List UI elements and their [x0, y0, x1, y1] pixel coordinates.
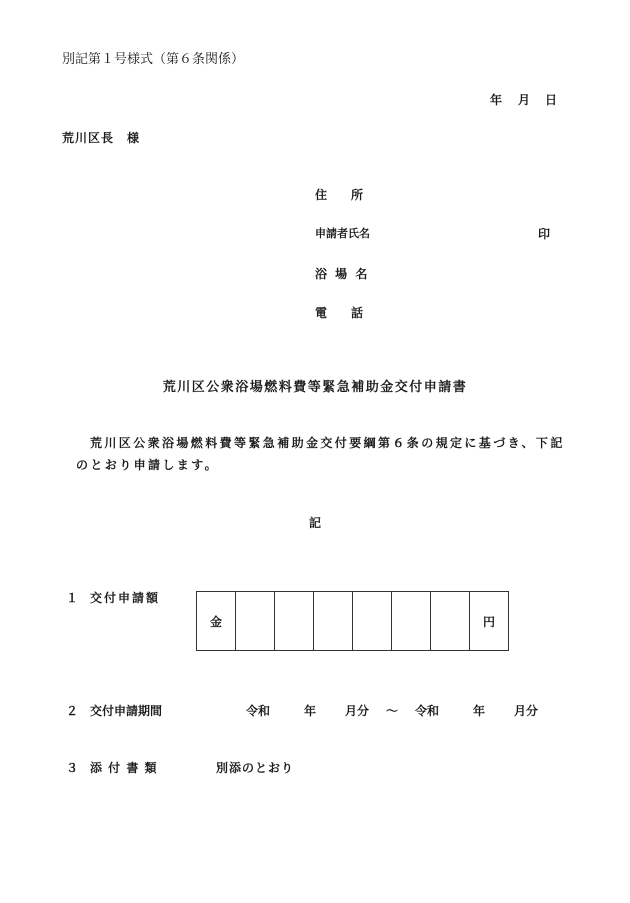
period-start-era: 令和: [246, 704, 271, 718]
amount-suffix-cell: 円: [470, 592, 509, 651]
item2-label: 交付申請期間: [90, 704, 163, 718]
period-start-month: 月分: [345, 704, 370, 718]
amount-prefix-cell: 金: [197, 592, 236, 651]
document-title: 荒川区公衆浴場燃料費等緊急補助金交付申請書: [162, 380, 468, 395]
bathhouse-name-label: 浴 場 名: [315, 267, 370, 281]
body-text-line2: のとおり申請します。: [76, 458, 220, 472]
amount-digit-cell[interactable]: [275, 592, 314, 651]
period-end-month: 月分: [514, 704, 539, 718]
item3-label: 添 付 書 類: [90, 761, 158, 775]
addressee: 荒川区長 様: [62, 131, 141, 145]
item3-number: ３: [66, 761, 79, 775]
date-year-label: 年: [490, 93, 503, 107]
period-tilde: ～: [386, 704, 399, 718]
item1-number: １: [66, 591, 79, 605]
form-number: 別記第１号様式（第６条関係）: [62, 52, 245, 67]
period-start-year: 年: [304, 704, 317, 718]
amount-digit-cell[interactable]: [353, 592, 392, 651]
period-end-year: 年: [473, 704, 486, 718]
date-day-label: 日: [545, 93, 558, 107]
item2-number: ２: [66, 704, 79, 718]
date-month-label: 月: [518, 93, 531, 107]
amount-digit-cell[interactable]: [314, 592, 353, 651]
applicant-name-label: 申請者氏名: [315, 227, 370, 240]
attachments-value: 別添のとおり: [216, 761, 295, 775]
phone-label: 電 話: [315, 306, 364, 320]
period-end-era: 令和: [415, 704, 440, 718]
amount-grid: [196, 591, 509, 651]
seal-mark: 印: [538, 227, 551, 241]
amount-digit-cell[interactable]: [392, 592, 431, 651]
item1-label: 交付申請額: [90, 591, 161, 605]
amount-digit-cell[interactable]: [431, 592, 470, 651]
body-text-line1: 荒川区公衆浴場燃料費等緊急補助金交付要綱第６条の規定に基づき、下記: [90, 436, 565, 450]
address-label: 住 所: [315, 188, 364, 202]
amount-digit-cell[interactable]: [236, 592, 275, 651]
ki-heading: 記: [308, 516, 321, 530]
